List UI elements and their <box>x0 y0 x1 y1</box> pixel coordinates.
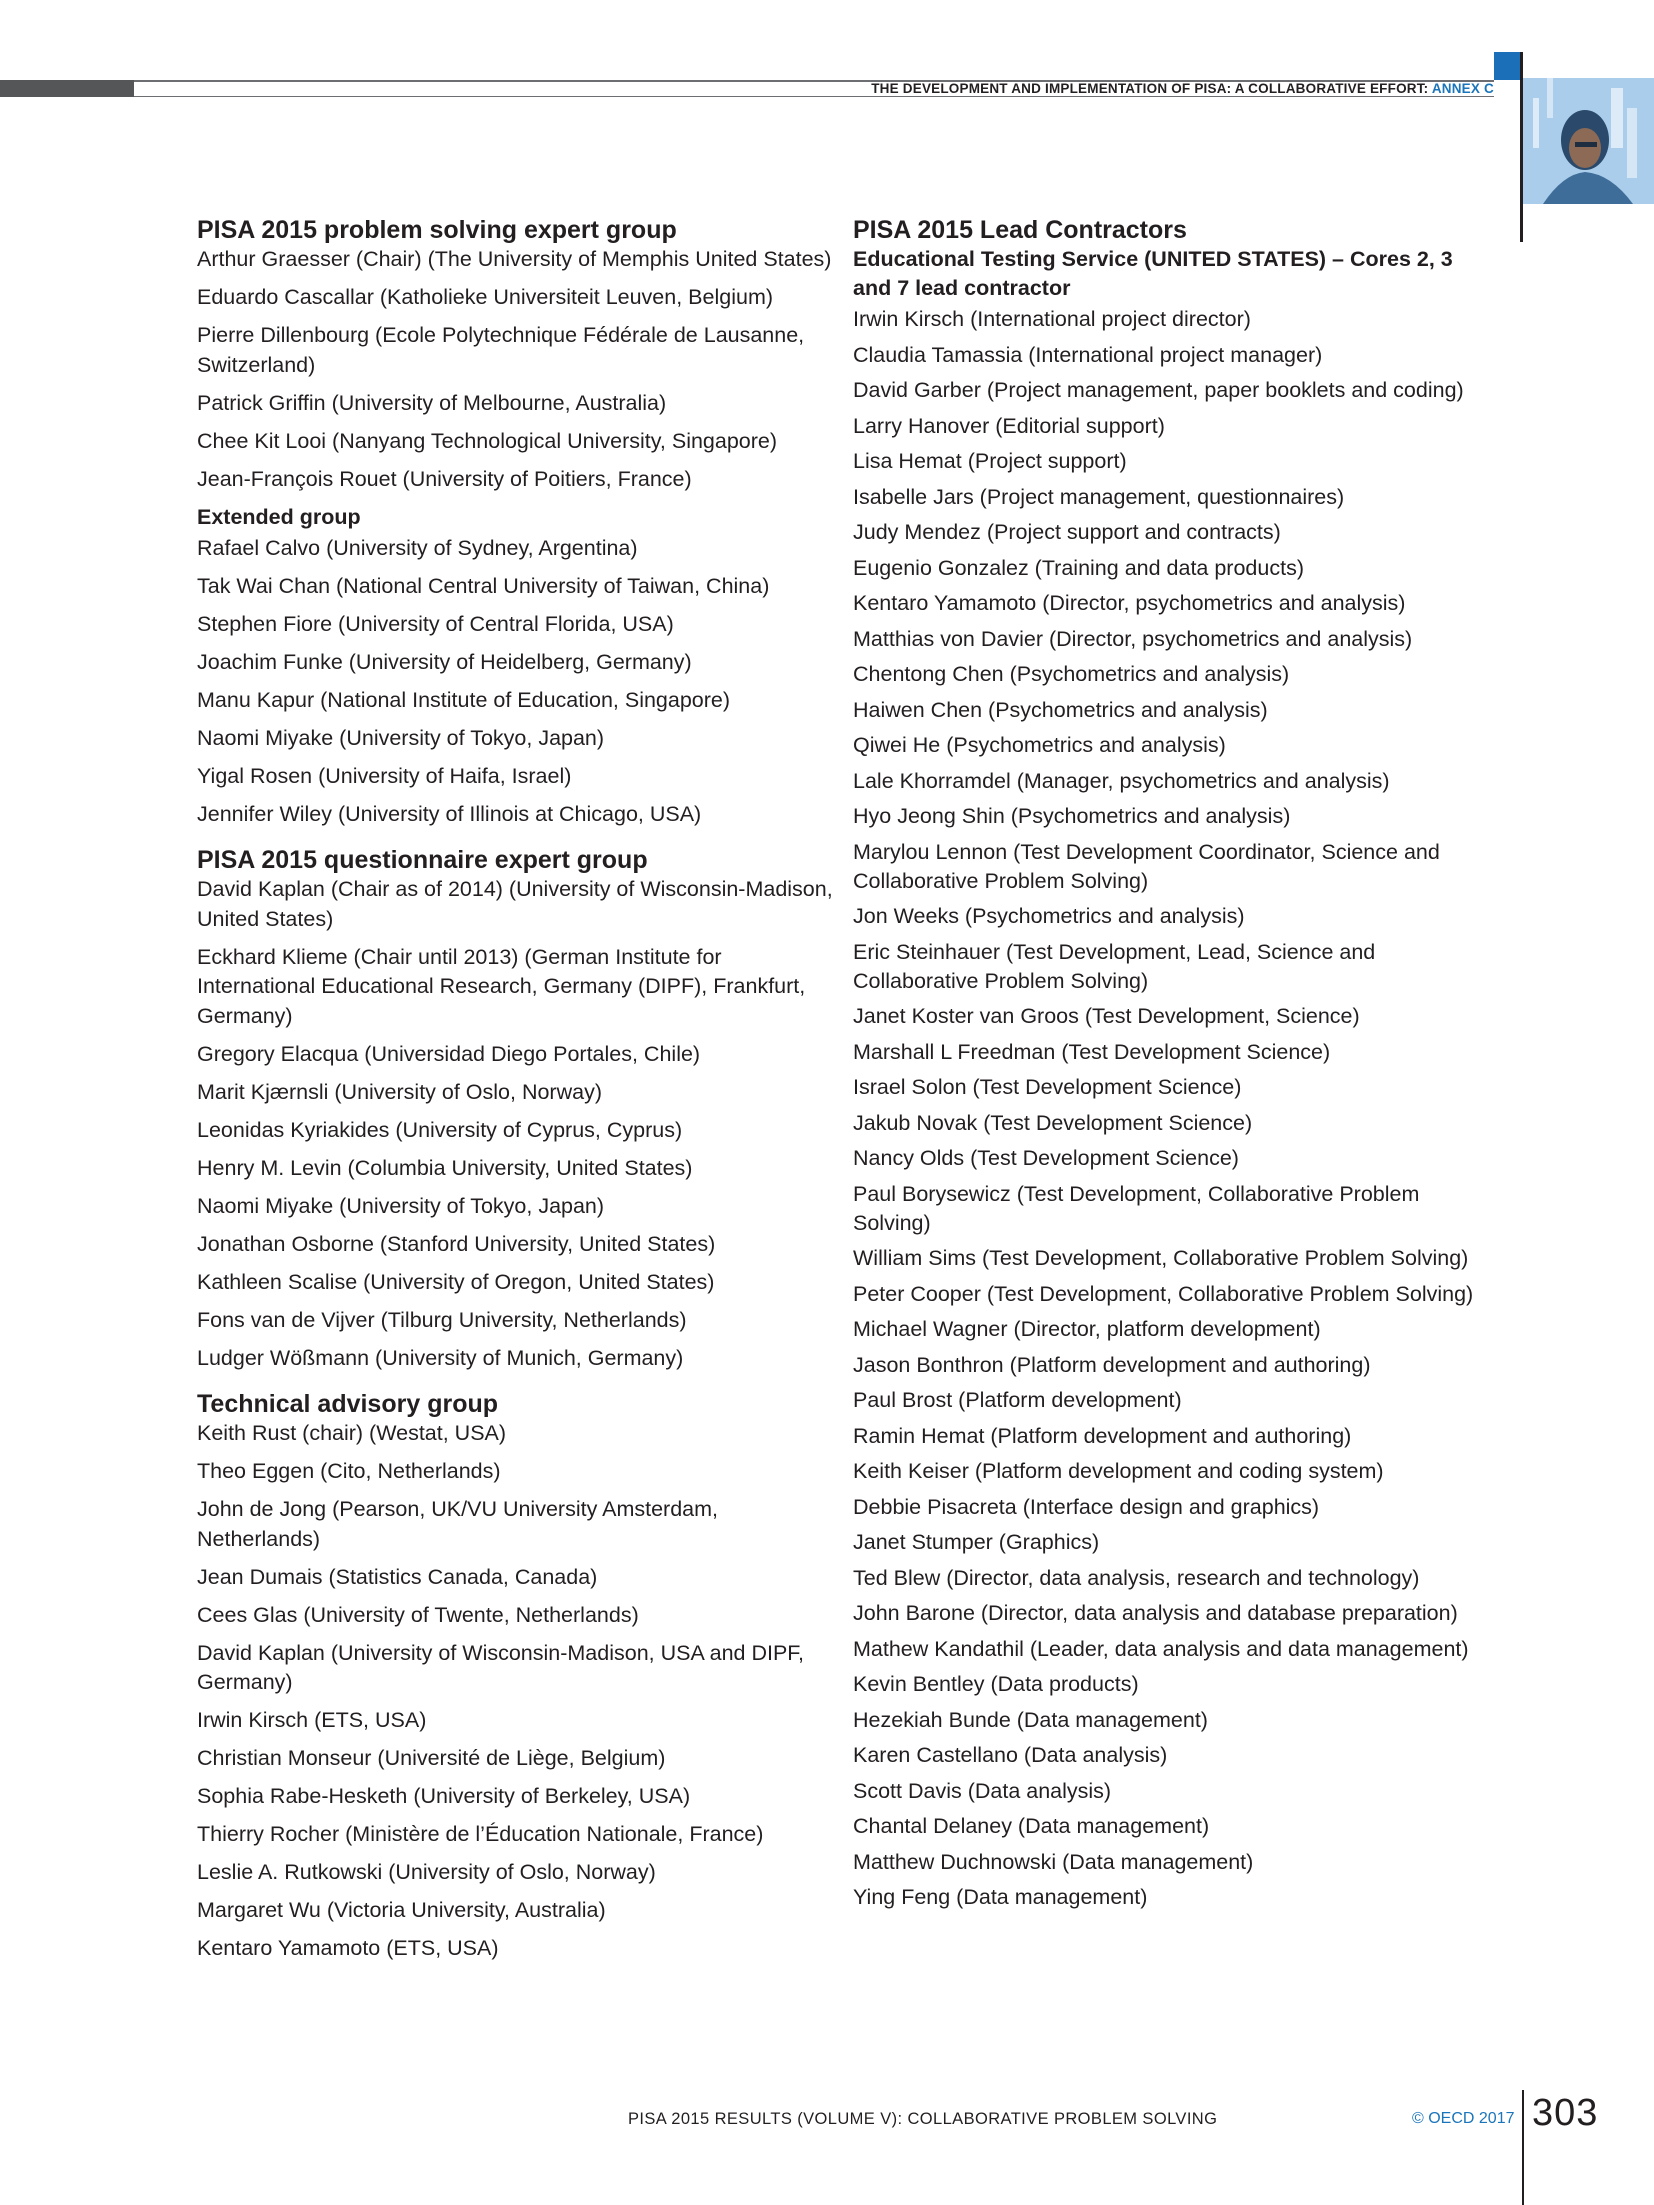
list-item: David Kaplan (University of Wisconsin-Madison, USA and DIPF, Germany) <box>197 1640 805 1694</box>
list-item: Kentaro Yamamoto (Director, psychometrics and analysis) <box>853 591 1406 615</box>
list-item: Scott Davis (Data analysis) <box>853 1778 1112 1803</box>
list-item: Chantal Delaney (Data management) <box>853 1814 1210 1838</box>
lead-contractors-section <box>853 215 1493 1912</box>
list-item: Ying Feng (Data management) <box>853 1885 1148 1909</box>
list-item: Arthur Graesser (Chair) (The University of Memphis United States) <box>197 247 832 271</box>
list-item: Hezekiah Bunde (Data management) <box>853 1707 1208 1732</box>
list-item: Jason Bonthron (Platform development and authoring) <box>853 1352 1371 1377</box>
list-item: Israel Solon (Test Development Science) <box>853 1075 1242 1099</box>
list-item: Patrick Griffin (University of Melbourne, Australia) <box>197 390 667 415</box>
list-item: Margaret Wu (Victoria University, Australia) <box>197 1898 606 1922</box>
list-item: Jonathan Osborne (Stanford University, United States) <box>197 1231 716 1256</box>
questionnaire-section <box>197 845 837 1373</box>
right-column <box>853 215 1493 1928</box>
list-item: Fons van de Vijver (Tilburg University, Netherlands) <box>197 1307 687 1332</box>
list-item: Jean Dumais (Statistics Canada, Canada) <box>197 1564 598 1589</box>
list-item: Paul Brost (Platform development) <box>853 1388 1182 1412</box>
list-item: Irwin Kirsch (International project director) <box>853 307 1251 331</box>
list-item: Peter Cooper (Test Development, Collaborative Problem Solving) <box>853 1281 1474 1306</box>
section-title: PISA 2015 questionnaire expert group <box>197 846 648 874</box>
footer-copyright: © OECD 2017 <box>1412 2110 1515 2127</box>
header-bar <box>0 80 134 97</box>
list-item: Chentong Chen (Psychometrics and analysis) <box>853 662 1290 686</box>
list-item: Marshall L Freedman (Test Development Science) <box>853 1039 1331 1064</box>
list-item: Cees Glas (University of Twente, Netherlands) <box>197 1602 639 1627</box>
list-item: Ramin Hemat (Platform development and authoring) <box>853 1423 1352 1448</box>
list-item: John Barone (Director, data analysis and database preparation) <box>853 1601 1458 1625</box>
list-item: Kathleen Scalise (University of Oregon, United States) <box>197 1269 715 1294</box>
list-item: David Garber (Project management, paper booklets and coding) <box>853 378 1464 402</box>
list-item: Janet Koster van Groos (Test Development, Science) <box>853 1004 1360 1028</box>
section-title: PISA 2015 Lead Contractors <box>853 216 1187 244</box>
list-item: Jennifer Wiley (University of Illinois at Chicago, USA) <box>197 801 702 826</box>
list-item: Eric Steinhauer (Test Development, Lead, Science and Collaborative Problem Solving) <box>853 939 1376 993</box>
list-item: Ludger Wößmann (University of Munich, Germany) <box>197 1345 684 1370</box>
annex-label: ANNEX C <box>1431 81 1494 96</box>
list-item: Karen Castellano (Data analysis) <box>853 1743 1168 1767</box>
list-item: Janet Stumper (Graphics) <box>853 1530 1100 1554</box>
footer-rule <box>1522 2090 1524 2205</box>
list-item: Michael Wagner (Director, platform development) <box>853 1317 1321 1341</box>
list-item: Jakub Novak (Test Development Science) <box>853 1110 1253 1135</box>
left-column <box>197 215 837 1980</box>
problem-solving-section <box>197 215 837 829</box>
list-item: Matthias von Davier (Director, psychometrics and analysis) <box>853 626 1413 651</box>
list-item: Marylou Lennon (Test Development Coordinator, Science and Collaborative Problem Solving) <box>853 839 1440 893</box>
list-item: Marit Kjærnsli (University of Oslo, Norway) <box>197 1079 602 1104</box>
list-item: Rafael Calvo (University of Sydney, Argentina) <box>197 535 638 560</box>
list-item: Jean-François Rouet (University of Poitiers, France) <box>197 466 692 491</box>
list-item: Irwin Kirsch (ETS, USA) <box>197 1708 427 1732</box>
member-list <box>197 534 837 830</box>
list-item: Eduardo Cascallar (Katholieke Universiteit Leuven, Belgium) <box>197 285 774 309</box>
list-item: Christian Monseur (Université de Liège, Belgium) <box>197 1746 666 1770</box>
list-item: Manu Kapur (National Institute of Education, Singapore) <box>197 687 731 712</box>
list-item: Sophia Rabe-Hesketh (University of Berkeley, USA) <box>197 1784 691 1808</box>
list-item: Claudia Tamassia (International project manager) <box>853 342 1323 367</box>
list-item: John de Jong (Pearson, UK/VU University Amsterdam, Netherlands) <box>197 1497 718 1551</box>
header-rule-bottom <box>134 96 1494 97</box>
list-item: Gregory Elacqua (Universidad Diego Portales, Chile) <box>197 1041 701 1066</box>
running-header <box>871 81 1494 96</box>
list-item: Thierry Rocher (Ministère de l’Éducation Nationale, France) <box>197 1822 764 1846</box>
section-title: Technical advisory group <box>197 1390 499 1418</box>
member-list <box>853 305 1493 1912</box>
list-item: Mathew Kandathil (Leader, data analysis and data management) <box>853 1636 1469 1661</box>
list-item: Debbie Pisacreta (Interface design and graphics) <box>853 1494 1320 1519</box>
list-item: Joachim Funke (University of Heidelberg, Germany) <box>197 649 692 674</box>
subsection-title: Extended group <box>197 504 361 529</box>
list-item: Eckhard Klieme (Chair until 2013) (German Institute for International Educational Research, Germany (DIPF), Frankfurt, Germany) <box>197 944 806 1028</box>
list-item: William Sims (Test Development, Collaborative Problem Solving) <box>853 1246 1469 1270</box>
list-item: Matthew Duchnowski (Data management) <box>853 1849 1254 1874</box>
list-item: Judy Mendez (Project support and contracts) <box>853 520 1281 544</box>
list-item: Keith Keiser (Platform development and coding system) <box>853 1459 1384 1483</box>
list-item: Paul Borysewicz (Test Development, Collaborative Problem Solving) <box>853 1181 1420 1235</box>
header-photo <box>1523 78 1654 204</box>
list-item: Kevin Bentley (Data products) <box>853 1672 1139 1696</box>
list-item: Naomi Miyake (University of Tokyo, Japan) <box>197 725 605 750</box>
page-number: 303 <box>1532 2092 1599 2134</box>
list-item: Lale Khorramdel (Manager, psychometrics and analysis) <box>853 768 1390 793</box>
list-item: Naomi Miyake (University of Tokyo, Japan) <box>197 1193 605 1218</box>
list-item: Hyo Jeong Shin (Psychometrics and analysis) <box>853 804 1291 828</box>
list-item: Yigal Rosen (University of Haifa, Israel) <box>197 763 572 788</box>
technical-advisory-section <box>197 1389 837 1964</box>
list-item: Henry M. Levin (Columbia University, United States) <box>197 1155 693 1180</box>
member-list <box>197 875 837 1373</box>
list-item: Qiwei He (Psychometrics and analysis) <box>853 733 1226 757</box>
list-item: Haiwen Chen (Psychometrics and analysis) <box>853 697 1268 722</box>
section-title: PISA 2015 problem solving expert group <box>197 216 677 244</box>
subsection-title: Educational Testing Service (UNITED STATES) – Cores 2, 3 and 7 lead contractor <box>853 247 1453 300</box>
list-item: Kentaro Yamamoto (ETS, USA) <box>197 1936 499 1960</box>
footer-publication: PISA 2015 RESULTS (VOLUME V): COLLABORATIVE PROBLEM SOLVING <box>628 2110 1218 2128</box>
list-item: Eugenio Gonzalez (Training and data products) <box>853 555 1304 580</box>
list-item: Keith Rust (chair) (Westat, USA) <box>197 1421 507 1445</box>
list-item: Pierre Dillenbourg (Ecole Polytechnique Fédérale de Lausanne, Switzerland) <box>197 323 805 377</box>
list-item: Lisa Hemat (Project support) <box>853 449 1127 473</box>
list-item: Stephen Fiore (University of Central Florida, USA) <box>197 611 674 636</box>
list-item: Chee Kit Looi (Nanyang Technological University, Singapore) <box>197 428 778 453</box>
running-header-title: THE DEVELOPMENT AND IMPLEMENTATION OF PISA: A COLLABORATIVE EFFORT: <box>871 81 1432 96</box>
corner-accent <box>1494 52 1520 80</box>
list-item: David Kaplan (Chair as of 2014) (University of Wisconsin-Madison, United States) <box>197 877 833 931</box>
list-item: Leslie A. Rutkowski (University of Oslo, Norway) <box>197 1860 656 1884</box>
list-item: Ted Blew (Director, data analysis, research and technology) <box>853 1565 1420 1590</box>
list-item: Tak Wai Chan (National Central University of Taiwan, China) <box>197 573 770 598</box>
list-item: Leonidas Kyriakides (University of Cyprus, Cyprus) <box>197 1117 683 1142</box>
list-item: Nancy Olds (Test Development Science) <box>853 1146 1239 1170</box>
member-list <box>197 245 837 494</box>
list-item: Theo Eggen (Cito, Netherlands) <box>197 1459 501 1483</box>
member-list <box>197 1419 837 1964</box>
list-item: Larry Hanover (Editorial support) <box>853 413 1165 438</box>
list-item: Isabelle Jars (Project management, questionnaires) <box>853 484 1345 509</box>
scientist-photo-icon <box>1523 78 1654 204</box>
list-item: Jon Weeks (Psychometrics and analysis) <box>853 904 1245 928</box>
